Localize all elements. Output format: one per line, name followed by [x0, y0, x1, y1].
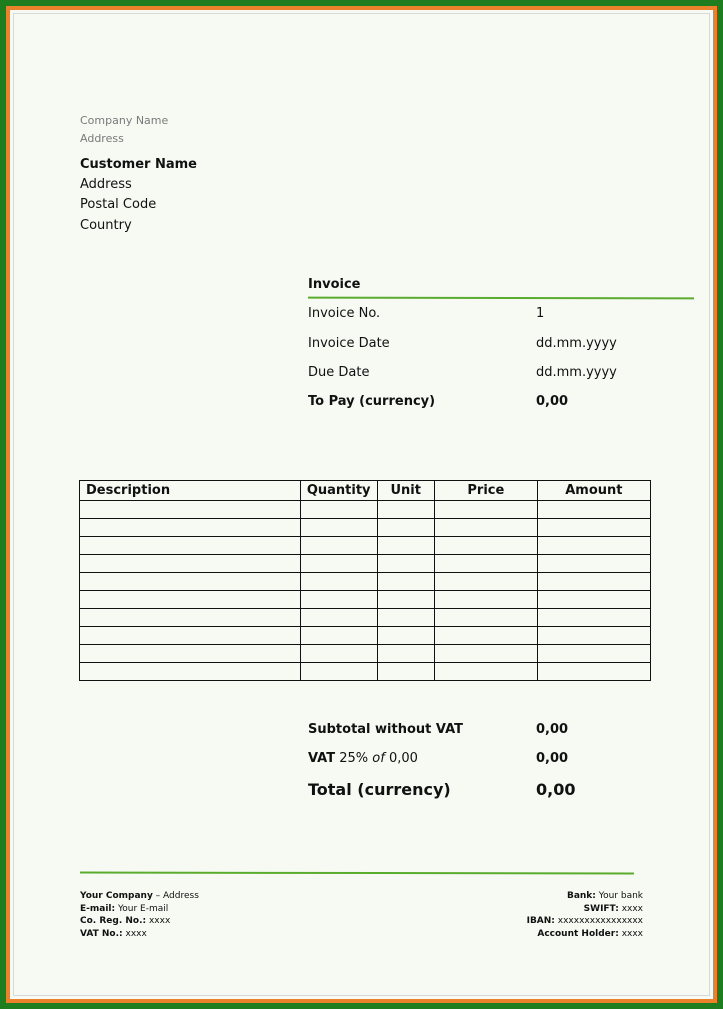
table-cell — [377, 591, 434, 609]
footer-bank-line — [527, 890, 643, 903]
table-cell — [434, 501, 537, 519]
footer-right-block — [527, 890, 643, 940]
footer-holder-line — [527, 928, 643, 941]
table-cell — [300, 609, 377, 627]
table-row — [80, 663, 651, 681]
footer-bank-key: Bank: — [566, 891, 596, 901]
table-cell — [377, 501, 434, 519]
table-cell — [377, 663, 434, 681]
table-cell — [537, 519, 650, 537]
total-value: 0,00 — [536, 780, 576, 799]
sender-address: Address — [80, 132, 124, 145]
footer-reg-value: xxxx — [148, 916, 171, 927]
footer-iban-value: xxxxxxxxxxxxxxxx — [557, 916, 643, 927]
to-pay-value: 0,00 — [536, 394, 569, 409]
customer-country: Country — [80, 218, 132, 233]
customer-name: Customer Name — [80, 157, 197, 172]
col-header-price: Price — [434, 481, 537, 501]
table-cell — [80, 501, 301, 519]
invoice-page — [10, 10, 713, 999]
table-cell — [434, 627, 537, 645]
invoice-date-value: dd.mm.yyyy — [536, 336, 617, 351]
table-cell — [377, 609, 434, 627]
invoice-date-label: Invoice Date — [308, 336, 390, 351]
vat-value: 0,00 — [536, 751, 569, 766]
table-cell — [80, 609, 301, 627]
table-header-row — [80, 481, 651, 501]
sender-company: Company Name — [80, 114, 169, 127]
table-cell — [80, 573, 301, 591]
footer-vat-line — [80, 928, 199, 941]
table-cell — [377, 555, 434, 573]
footer-vat-key: VAT No.: — [80, 928, 123, 939]
vat-label — [308, 751, 418, 766]
table-row — [80, 555, 651, 573]
vat-prefix: VAT — [308, 751, 336, 766]
invoice-heading: Invoice — [308, 277, 361, 292]
table-cell — [434, 591, 537, 609]
table-cell — [80, 663, 301, 681]
table-cell — [537, 537, 650, 555]
table-row — [80, 537, 651, 555]
footer-email-key: E-mail: — [80, 903, 116, 914]
footer-company-value: Address — [163, 891, 199, 901]
table-cell — [537, 609, 650, 627]
line-items-table — [79, 480, 651, 681]
footer-company-line — [80, 890, 199, 903]
due-date-label: Due Date — [308, 365, 370, 380]
vat-base: 0,00 — [388, 751, 418, 766]
footer-email-line — [80, 903, 199, 916]
table-row — [80, 627, 651, 645]
footer-holder-key: Account Holder: — [537, 928, 619, 939]
table-cell — [377, 519, 434, 537]
table-cell — [80, 591, 301, 609]
table-row — [80, 645, 651, 663]
vat-of: of — [372, 751, 385, 766]
invoice-no-label: Invoice No. — [308, 306, 381, 321]
table-row — [80, 591, 651, 609]
table-cell — [80, 555, 301, 573]
table-cell — [537, 591, 650, 609]
table-cell — [300, 663, 377, 681]
table-cell — [537, 501, 650, 519]
col-header-description: Description — [80, 481, 301, 501]
subtotal-value: 0,00 — [536, 722, 569, 737]
table-cell — [434, 645, 537, 663]
table-cell — [434, 609, 537, 627]
table-row — [80, 573, 651, 591]
footer-swift-line — [527, 903, 643, 916]
table-cell — [377, 537, 434, 555]
footer-reg-line — [80, 915, 199, 928]
table-cell — [377, 627, 434, 645]
table-cell — [537, 645, 650, 663]
table-cell — [377, 573, 434, 591]
table-cell — [300, 591, 377, 609]
table-cell — [377, 645, 434, 663]
table-cell — [80, 519, 301, 537]
footer-bank-value: Your bank — [598, 891, 643, 901]
table-cell — [80, 537, 301, 555]
table-row — [80, 609, 651, 627]
table-cell — [300, 573, 377, 591]
table-cell — [300, 519, 377, 537]
col-header-amount: Amount — [537, 481, 650, 501]
subtotal-label: Subtotal without VAT — [308, 722, 463, 737]
footer-iban-key: IBAN: — [526, 916, 555, 927]
footer-swift-key: SWIFT: — [583, 903, 619, 914]
invoice-no-value: 1 — [536, 306, 545, 321]
table-cell — [300, 627, 377, 645]
customer-postal-code: Postal Code — [80, 197, 157, 212]
vat-rate: 25% — [339, 751, 369, 766]
table-row — [80, 501, 651, 519]
table-cell — [537, 663, 650, 681]
table-cell — [434, 663, 537, 681]
footer-sep: – — [152, 891, 164, 901]
table-row — [80, 519, 651, 537]
footer-swift-value: xxxx — [621, 903, 643, 914]
table-cell — [537, 555, 650, 573]
table-cell — [537, 573, 650, 591]
table-cell — [537, 627, 650, 645]
footer-reg-key: Co. Reg. No.: — [80, 916, 147, 927]
col-header-quantity: Quantity — [300, 481, 377, 501]
table-cell — [434, 573, 537, 591]
table-cell — [434, 537, 537, 555]
customer-address: Address — [80, 177, 132, 192]
footer-company-key: Your Company — [80, 891, 153, 901]
table-cell — [300, 537, 377, 555]
footer-email-value: Your E-mail — [117, 903, 169, 914]
to-pay-label: To Pay (currency) — [308, 394, 436, 409]
footer-iban-line — [527, 915, 643, 928]
due-date-value: dd.mm.yyyy — [536, 365, 617, 380]
footer-holder-value: xxxx — [621, 928, 643, 939]
table-cell — [434, 555, 537, 573]
footer-left-block — [80, 890, 199, 940]
table-cell — [80, 627, 301, 645]
table-cell — [80, 645, 301, 663]
footer-vat-value: xxxx — [125, 928, 147, 939]
col-header-unit: Unit — [377, 481, 434, 501]
table-body — [80, 501, 651, 681]
table-cell — [300, 501, 377, 519]
total-label: Total (currency) — [308, 780, 451, 799]
table-cell — [300, 645, 377, 663]
table-cell — [434, 519, 537, 537]
table-cell — [300, 555, 377, 573]
